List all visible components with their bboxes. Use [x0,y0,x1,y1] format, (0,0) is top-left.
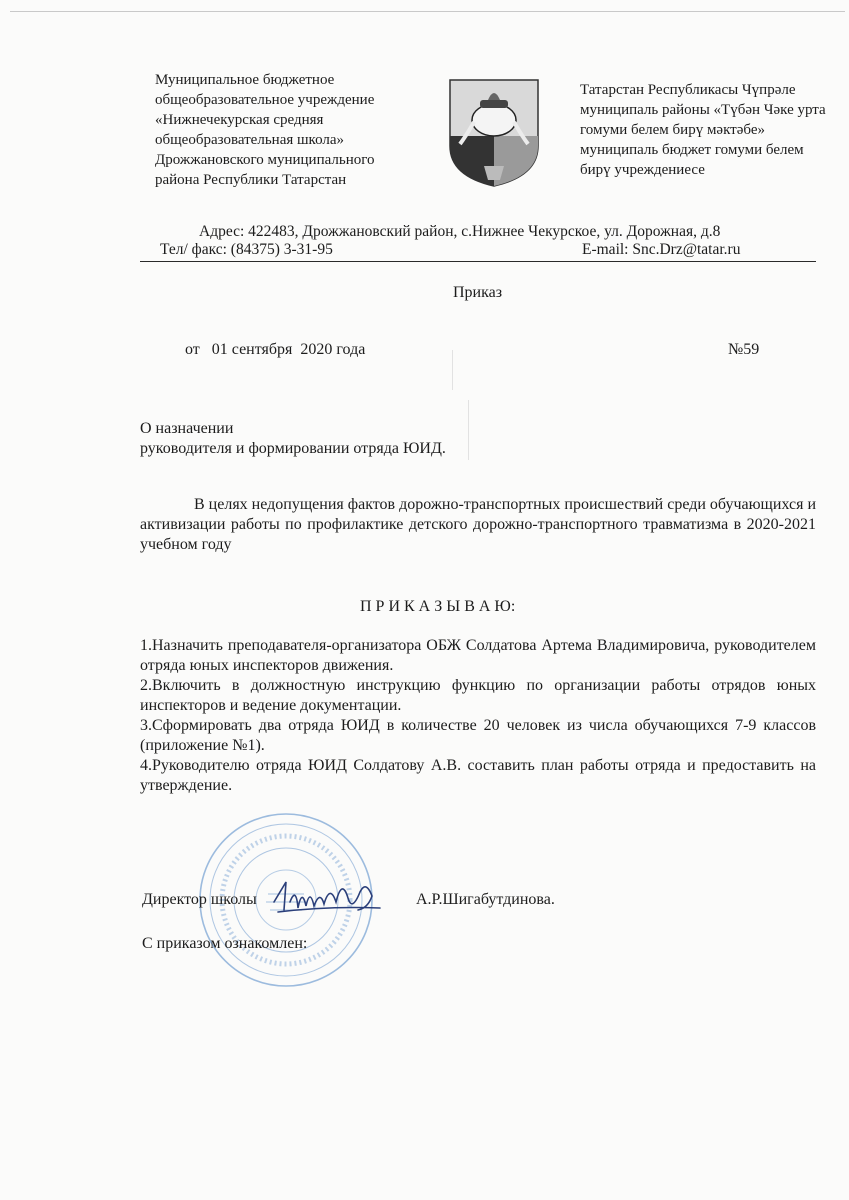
header-left-line: «Нижнечекурская средняя [155,112,324,128]
director-name: А.Р.Шигабутдинова. [416,891,555,908]
scan-mark [468,400,469,460]
preamble [140,495,816,555]
header-right-line: муниципаль бюджет гомуми белем [580,142,804,158]
header-right [580,80,826,180]
header-left-line: района Республики Татарстан [155,172,347,188]
top-edge-line [10,11,845,12]
email: E-mail: Snc.Drz@tatar.ru [582,241,741,258]
address-line: Адрес: 422483, Дрожжановский район, с.Нижнее Чекурское, ул. Дорожная, д.8 [199,223,721,240]
header-divider [140,261,816,262]
header-left-line: общеобразовательное учреждение [155,92,375,108]
acquainted-label: С приказом ознакомлен: [142,935,308,952]
preamble-text: В целях недопущения фактов дорожно-транспортных происшествий среди обучающихся и активизации работы по профилактике детского дорожно-транспортного травматизма в 2020-2021 учебном году [140,496,816,553]
document-title: Приказ [453,284,503,301]
header-right-line: гомуми белем бирү мәктәбе» [580,122,765,138]
order-heading: П Р И К А З Ы В А Ю: [360,598,516,615]
director-label: Директор школы [142,891,257,908]
subject-line: руководителя и формировании отряда ЮИД. [140,440,446,457]
director-signature [268,872,388,922]
order-items [140,636,816,796]
order-number: №59 [728,341,760,358]
order-item: 3.Сформировать два отряда ЮИД в количестве 20 человек из числа обучающихся 7-9 классов (приложение №1). [140,717,816,754]
coat-of-arms-emblem [444,76,544,188]
header-left-line: Дрожжановского муниципального [155,152,375,168]
header-left [155,70,375,190]
header-right-line: бирү учреждениесе [580,162,705,178]
header-left-line: общеобразовательная школа» [155,132,345,148]
phone-fax: Тел/ факс: (84375) 3-31-95 [160,241,333,258]
header-right-line: муниципаль районы «Түбән Чәке урта [580,102,826,118]
order-subject [140,419,446,459]
order-item: 2.Включить в должностную инструкцию функцию по организации работы отрядов юных инспекторов и ведение документации. [140,677,816,714]
order-date: от 01 сентября 2020 года [185,341,366,358]
scan-mark [452,350,453,390]
order-item: 1.Назначить преподавателя-организатора ОБЖ Солдатова Артема Владимировича, руководителем отряда юных инспекторов движения. [140,637,816,674]
header-right-line: Татарстан Республикасы Чүпрәле [580,82,796,98]
subject-line: О назначении [140,420,234,437]
header-left-line: Муниципальное бюджетное [155,72,335,88]
order-item: 4.Руководителю отряда ЮИД Солдатову А.В. составить план работы отряда и предоставить на утверждение. [140,757,816,794]
